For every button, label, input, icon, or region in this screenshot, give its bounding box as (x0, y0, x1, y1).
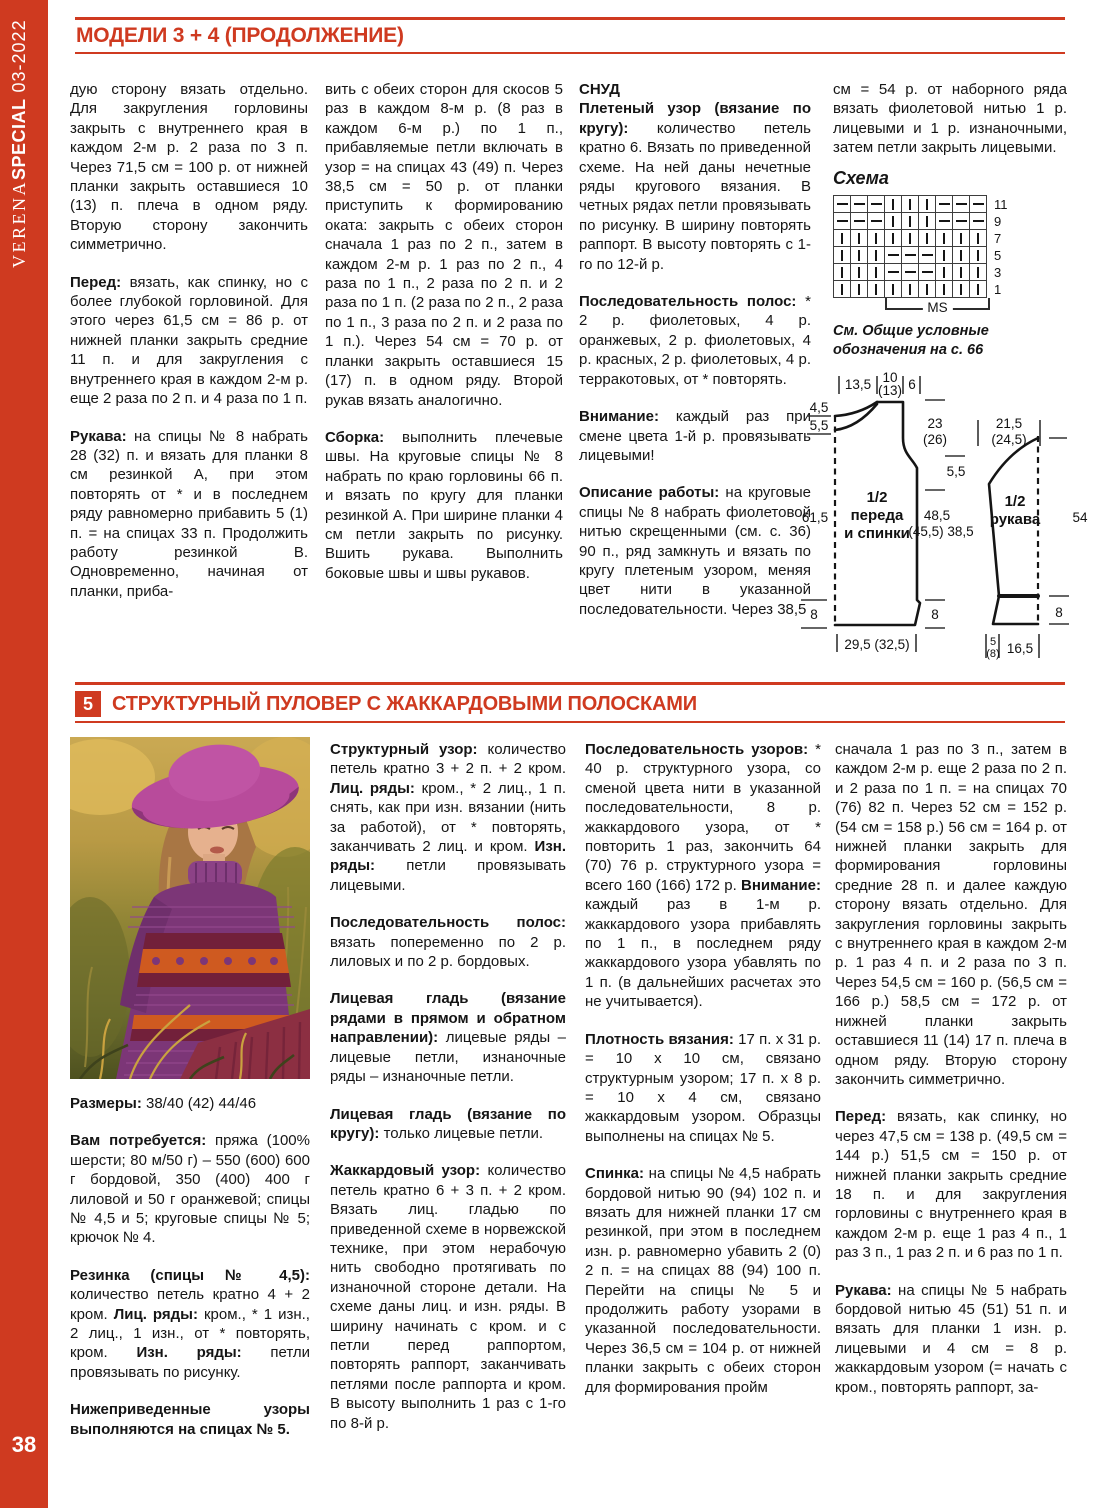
paragraph: Плетеный узор (вязание по кругу): количество петель кратно 6. Вязать по приведенной схеме. На ней даны нечетные ряды кругового вязания. В четных рядах петли провязывать по рисунку. В ширину повторять раппорт. В высоту повторять с 1-го по 12-й р. (579, 100, 811, 273)
body-piece-label-2: переда (850, 507, 904, 524)
knitting-chart-row-numbers (994, 196, 1008, 298)
magazine-logo (9, 8, 39, 268)
purl-symbol (868, 213, 884, 229)
body-piece-label-1: 1/2 (866, 489, 888, 506)
knit-symbol (919, 230, 935, 246)
lips (210, 847, 224, 854)
chart-row-number: 3 (994, 265, 1002, 281)
knit-symbol (970, 281, 986, 297)
purl-symbol (953, 213, 969, 229)
knit-symbol (953, 264, 969, 280)
paragraph: Сборка: выполнить плечевые швы. На круговые спицы № 8 набрать по краю горловины 66 п. и вязать по кругу для планки резинкой А. При ширине планки 4 см петли закрыть по рисунку. Вшить рукава. Выполнить боковые швы и швы рукавов. (325, 428, 563, 582)
dim-hem-left: 8 (810, 607, 818, 622)
dim-armhole-2: (26) (922, 432, 948, 447)
paragraph: Нижеприведенные узоры выполняются на спицах № 5. (70, 1401, 310, 1438)
text-column-1 (70, 80, 308, 619)
purl-symbol (953, 196, 969, 212)
paragraph: Плотность вязания: 17 п. х 31 р. = 10 х 10 см, связано структурным узором; 17 п. х 8 р. = 10 х 4 см, связано жаккардовым узором. Образцы выполнены на спицах № 5. (585, 1030, 821, 1145)
knit-symbol (834, 247, 850, 263)
paragraph: Последовательность полос: * 2 р. фиолетовых, 4 р. оранжевых, 2 р. фиолетовых, 4 р. красных, 2 р. фиолетовых, 4 р. терракотовых, от * повторять. (579, 293, 811, 388)
back-neck-curve (835, 402, 877, 416)
red-rule-top (75, 17, 1065, 20)
purl-symbol (885, 264, 901, 280)
knit-symbol (851, 230, 867, 246)
magazine-issue: 03-2022 (9, 19, 29, 99)
paragraph: Перед: вязать, как спинку, но через 47,5 см = 138 р. (49,5 см = 144 р.) 51,5 см = 150 р. от нижней планки закрыть средние 18 п. и для закругления горловины с внутреннего края в каждом 2-м р. еще 1 раз 4 п., 1 раз 3 п., 1 раз 2 п. и 6 раз по 1 п. (835, 1108, 1067, 1262)
dim-shoulder: 13,5 (844, 377, 872, 392)
dim-sleeve-top-1: 21,5 (995, 416, 1023, 431)
paragraph: Рукава: на спицы № 5 набрать бордовой нитью 45 (51) 51 п. и вязать для планки 1 изн. р. лицевыми и 4 см = 8 р. жаккардовым узором (= начать с кром., повторять раппорт, за- (835, 1281, 1067, 1396)
knit-symbol (936, 230, 952, 246)
knit-symbol (953, 230, 969, 246)
knit-symbol (953, 247, 969, 263)
knit-symbol (851, 281, 867, 297)
paragraph: Перед: вязать, как спинку, но с более глубокой горловиной. Для этого через 61,5 см = 86 р. от нижней планки закрыть средние 11 п. и для закругления с внутреннего края в каждом 2-м р. еще 2 раза по 2 п. и 4 раза по 1 п. (70, 273, 308, 408)
paragraph: дую сторону вязать отдельно. Для закругления горловины закрыть с внутреннего края в каждом 2-м р. 2 раза по 3 п. Через 71,5 см = 100 р. от нижней планки закрыть оставшиеся 10 (13) п. плеча в одном ряду. Вторую сторону закончить симметрично. (70, 81, 308, 254)
paragraph: Лицевая гладь (вязание по кругу): только лицевые петли. (330, 1105, 566, 1142)
paragraph: Лицевая гладь (вязание рядами в прямом и обратном направлении): лицевые ряды – лицевые петли, изнаночные ряды – изнаночные петли. (330, 990, 566, 1086)
paragraph: СНУД (579, 81, 620, 98)
knit-symbol (902, 230, 918, 246)
red-rule-under-header (75, 52, 1065, 54)
dim-sleeve-hem: 8 (1055, 605, 1063, 620)
garment-schematic (793, 372, 1100, 682)
chart-legend-note: См. Общие условные обозначения на с. 66 (833, 323, 989, 358)
paragraph: Спинка: на спицы № 4,5 набрать бордовой нитью 90 (94) 102 п. и вязать для нижней планки 17 см резинкой, при этом в последнем изн. р. равномерно убавить 2 (0) 2 п. = на спицах 88 (94) 100 п. Перейти на спицы № 5 и продолжить работу узорами в указанной последовательности. Через 36,5 см = 104 р. от нижней планки закрыть с обеих сторон для формирования пройм (585, 1165, 821, 1396)
dim-sleeve-height: 54 (1072, 510, 1088, 525)
paragraph: Последовательность полос: вязать попеременно по 2 р. лиловых и по 2 р. бордовых. (330, 914, 566, 971)
knit-symbol (868, 264, 884, 280)
text-column-2 (325, 80, 563, 601)
dim-neck-2: (13) (877, 383, 903, 398)
purl-symbol (970, 196, 986, 212)
model-photo (70, 737, 310, 1079)
purl-symbol (851, 213, 867, 229)
page-number: 38 (11, 1432, 37, 1457)
purl-symbol (936, 213, 952, 229)
purl-symbol (868, 196, 884, 212)
chart-row-number: 7 (994, 231, 1002, 247)
section-header-models: МОДЕЛИ 3 + 4 (ПРОДОЛЖЕНИЕ) (76, 24, 404, 47)
chart-row-number: 9 (994, 214, 1002, 230)
knit-symbol (953, 281, 969, 297)
knit-symbol (936, 264, 952, 280)
dim-sleeve-top-2: (24,5) (991, 432, 1027, 447)
knit-symbol (834, 264, 850, 280)
model-number-badge: 5 (75, 691, 101, 717)
dim-sleeve-bottom-1: 5 (989, 636, 997, 648)
front-neck-curve (835, 404, 877, 430)
dim-side-seam-1: 48,5 (923, 508, 951, 523)
paragraph: Резинка (спицы № 4,5): количество петель кратно 4 + 2 кром. Лиц. ряды: кром., * 1 изн., 2 лиц., 1 изн., от * повторять, кром. Изн. ряды: петли провязывать по рисунку. (70, 1266, 310, 1381)
knitting-chart-grid (833, 195, 987, 298)
text-column-7 (835, 740, 1067, 1415)
paragraph: Рукава: на спицы № 8 набрать 28 (32) п. и вязать для планки 8 см резинкой А, при этом повторять от * и в последнем ряду равномерно прибавить 5 (1) п. = на спицах 33 п. Продолжить работу резинкой В. Одновременно, начиная от планки, приба- (70, 427, 308, 600)
knit-symbol (902, 281, 918, 297)
purl-symbol (936, 196, 952, 212)
purl-symbol (834, 213, 850, 229)
knit-symbol (868, 247, 884, 263)
knit-symbol (885, 213, 901, 229)
dim-side-seam-2: (45,5) 38,5 (908, 524, 974, 539)
knit-symbol (936, 281, 952, 297)
knit-symbol (919, 196, 935, 212)
section-header-pullover: СТРУКТУРНЫЙ ПУЛОВЕР С ЖАККАРДОВЫМИ ПОЛОСКАМИ (112, 693, 697, 715)
dim-body-height: 61,5 (801, 510, 829, 525)
materials-text (70, 1094, 310, 1439)
magazine-sidebar (0, 0, 48, 1508)
dim-edge: 6 (908, 377, 916, 392)
red-rule-section5-top (75, 682, 1065, 685)
paragraph: Последовательность узоров: * 40 р. структурного узора, со сменой цвета нити в указанной последовательности, 8 р. жаккардового узора, от * повторить 1 раз, закончить 64 (70) 76 р. структурного узора = всего 160 (166) 172 р. Внимание: каждый раз в 1-м р. жаккардового узора прибавлять по 1 п., в последнем ряду жаккардового узора убавлять по 1 п. (в дальнейших расчетах это не учитывается). (585, 741, 821, 1011)
purl-symbol (970, 213, 986, 229)
chart-title: Схема (833, 167, 889, 188)
dim-armhole-1: 23 (927, 416, 943, 431)
chart-row-number: 1 (994, 282, 1002, 298)
dim-sleeve-bottom-2: (8) (986, 648, 1000, 660)
knit-symbol (970, 247, 986, 263)
sleeve-cuff-outline (993, 596, 1038, 624)
purl-symbol (902, 247, 918, 263)
purl-symbol (902, 264, 918, 280)
photo-column (70, 737, 310, 1457)
purl-symbol (919, 247, 935, 263)
chart-row-number: 5 (994, 248, 1002, 264)
knit-symbol (902, 213, 918, 229)
knit-symbol (919, 281, 935, 297)
knit-symbol (885, 230, 901, 246)
paragraph: см = 54 р. от наборного ряда вязать фиолетовой нитью 1 р. лицевыми и 1 р. изнаночными, затем петли закрыть лицевыми. (833, 81, 1067, 157)
magazine-name-special: SPECIAL (9, 98, 29, 180)
knit-symbol (970, 230, 986, 246)
knit-symbol (919, 213, 935, 229)
knit-symbol (834, 281, 850, 297)
knit-symbol (868, 281, 884, 297)
paragraph: Описание работы: на круговые спицы № 8 набрать фиолетовой нитью скрещенными (см. с. 36) 90 п., ряд замкнуть и вязать по кругу плетеным узором, меняя цвет нити в указанной последовательности. Через 38,5 (579, 484, 811, 618)
knitting-chart (833, 195, 1067, 298)
purl-symbol (851, 196, 867, 212)
sleeve-piece-label-1: 1/2 (1004, 493, 1026, 510)
knit-symbol (885, 281, 901, 297)
text-column-5 (330, 740, 566, 1451)
paragraph: сначала 1 раз по 3 п., затем в каждом 2-м р. еще 2 раза по 2 п. и 2 раза по 1 п. = на спицах 70 (76) 82 п. Через 52 см = 152 р. (54 см = 158 р.) 56 см = 164 р. от нижней планки закрыть для формирования горловины средние 28 п. и далее каждую сторону вязать отдельно. Для закругления горловины закрыть с внутреннего края в каждом 2-м р. 1 раз 4 п. и 2 раза по 3 п. Через 54,5 см = 160 р. (56,5 см = 166 р.) 58,5 см = 172 р. от нижней планки закрыть оставшиеся 11 (14) 17 п. плеча в одном ряду. Вторую сторону закончить симметрично. (835, 741, 1067, 1088)
dim-body-width: 29,5 (32,5) (844, 637, 910, 652)
knit-symbol (970, 264, 986, 280)
dim-hem-right: 8 (931, 607, 939, 622)
text-column-3-snood (579, 80, 811, 637)
paragraph: Вам потребуется: пряжа (100% шерсти; 80 м/50 г) – 550 (600) 600 г бордовой, 350 (400) 400 г лиловой и 50 г оранжевой; спицы № 4,5 и 5; круговые спицы № 5; крючок № 4. (70, 1132, 310, 1247)
knit-symbol (834, 230, 850, 246)
knit-symbol (851, 264, 867, 280)
paragraph: Размеры: 38/40 (42) 44/46 (70, 1095, 257, 1112)
dim-shoulder-drop: 5,5 (946, 464, 966, 479)
sleeve-piece-label-2: рукава (989, 511, 1041, 528)
knit-symbol (851, 247, 867, 263)
purl-symbol (834, 196, 850, 212)
knit-symbol (936, 247, 952, 263)
knit-symbol (902, 196, 918, 212)
text-column-4 (833, 80, 1067, 359)
paragraph: Структурный узор: количество петель кратно 3 + 2 п. + 2 кром. Лиц. ряды: кром., * 2 лиц., 1 п. снять, как при изн. вязании (нить за работой), от * повторять, заканчивать 2 лиц. и кром. Изн. ряды: петли провязывать лицевыми. (330, 741, 567, 894)
text-column-6 (585, 740, 821, 1415)
purl-symbol (919, 264, 935, 280)
red-rule-section5-bottom (75, 721, 1065, 723)
paragraph: Жаккардовый узор: количество петель кратно 6 + 3 п. + 2 кром. Вязать лиц. гладью по приведенной схеме в норвежской технике, при этом нерабочую нить свободно протягивать по изнаночной стороне детали. На схеме даны лиц. и изн. ряды. В ширину начинать с кром. и с петли перед раппортом, повторять раппорт, заканчивать петлями после раппорта и кром. В высоту выполнить 1 раз с 1-го по 8-й р. (330, 1162, 566, 1432)
knit-symbol (885, 196, 901, 212)
paragraph: вить с обеих сторон для скосов 5 раз в каждом 8-м р. (8 раз в каждом 6-м р.) по 1 п., прибавляемые петли включать в узор = на спицах 43 (49) п. Через 38,5 см = 50 р. от планки приступить к формированию оката: закрыть с обеих сторон сначала 1 раз по 2 п., затем в каждом 2-м р. 1 раз по 2 п., 4 раза по 1 п., 2 раза по 2 п. и 2 раза по 1 п. (2 раза по 2 п., 2 раза по 1 п., 3 раза по 2 п. и 2 раза по 1 п.). Через 54 см = 70 р. от планки закрыть оставшиеся 15 (17) п. в одном ряду. Второй рукав вязать аналогично. (325, 81, 563, 409)
paragraph: Внимание: каждый раз при смене цвета 1-й р. провязывать лицевыми! (579, 408, 811, 464)
dim-neck-1: 10 (882, 372, 898, 385)
dim-sleeve-width: 16,5 (1006, 641, 1034, 656)
rapport-label: MS (922, 298, 952, 317)
body-piece-label-3: и спинки (844, 525, 910, 542)
chart-rapport-bracket (833, 298, 989, 315)
chart-row-number: 11 (994, 197, 1008, 213)
magazine-name: VERENA (9, 180, 29, 268)
knit-symbol (868, 230, 884, 246)
purl-symbol (885, 247, 901, 263)
dim-back-neck-depth: 4,5 (809, 400, 829, 415)
dim-front-neck-depth: 5,5 (809, 418, 829, 433)
